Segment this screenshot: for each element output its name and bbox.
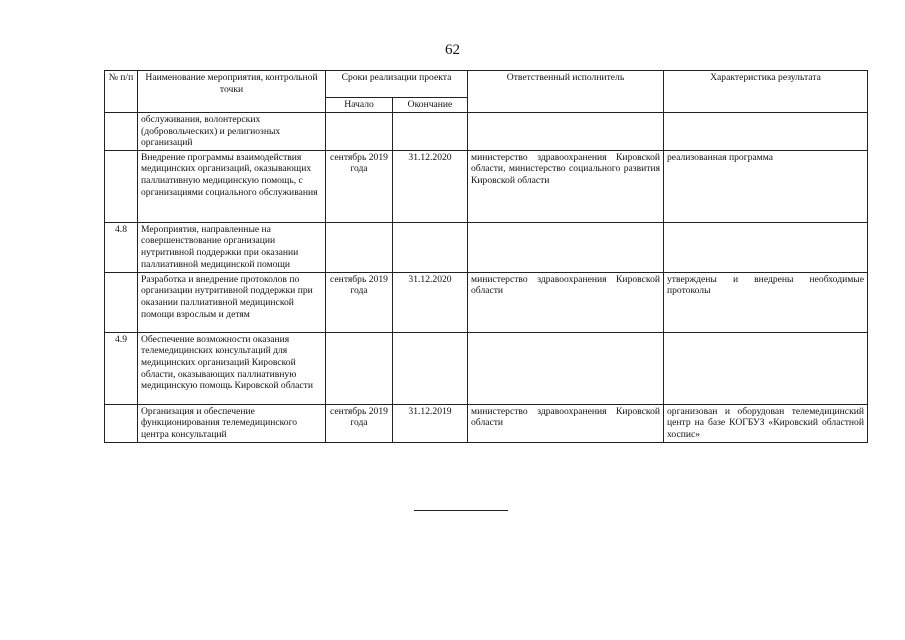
row-start xyxy=(326,332,393,404)
row-end xyxy=(393,113,468,151)
row-end: 31.12.2020 xyxy=(393,150,468,222)
row-responsible xyxy=(468,113,664,151)
row-start: сентябрь 2019 года xyxy=(326,272,393,332)
row-num xyxy=(105,150,138,222)
row-end xyxy=(393,222,468,272)
row-responsible xyxy=(468,332,664,404)
row-name: Мероприятия, направленные на совершенствование организации нутритивной поддержки при оказании паллиативной медицинской помощи xyxy=(138,222,326,272)
table-row xyxy=(105,150,868,222)
row-name: Внедрение программы взаимодействия медицинских организаций, оказывающих паллиативную медицинскую помощь, с организациями социального обслуживания xyxy=(138,150,326,222)
header-name: Наименование мероприятия, контрольной точки xyxy=(138,71,326,113)
row-result xyxy=(664,332,868,404)
table-row xyxy=(105,113,868,151)
page-number: 62 xyxy=(445,42,460,58)
row-end: 31.12.2019 xyxy=(393,404,468,442)
row-end: 31.12.2020 xyxy=(393,272,468,332)
activities-table xyxy=(104,70,868,443)
table-row xyxy=(105,404,868,442)
row-num xyxy=(105,404,138,442)
row-end xyxy=(393,332,468,404)
row-start: сентябрь 2019 года xyxy=(326,404,393,442)
row-start xyxy=(326,113,393,151)
table-row xyxy=(105,222,868,272)
row-responsible: министерство здравоохранения Кировской области, министерство социального развития Кировской области xyxy=(468,150,664,222)
row-result: организован и оборудован телемедицинский центр на базе КОГБУЗ «Кировский областной хоспис» xyxy=(664,404,868,442)
header-num: № п/п xyxy=(105,71,138,113)
row-start: сентябрь 2019 года xyxy=(326,150,393,222)
row-responsible: министерство здравоохранения Кировской области xyxy=(468,404,664,442)
row-result: реализованная программа xyxy=(664,150,868,222)
row-responsible xyxy=(468,222,664,272)
row-num: 4.9 xyxy=(105,332,138,404)
row-name: Организация и обеспечение функционирования телемедицинского центра консультаций xyxy=(138,404,326,442)
table-row xyxy=(105,272,868,332)
header-result: Характеристика результата xyxy=(664,71,868,113)
header-start: Начало xyxy=(326,98,393,113)
header-responsible: Ответственный исполнитель xyxy=(468,71,664,113)
footer-divider-line xyxy=(414,510,508,511)
row-num: 4.8 xyxy=(105,222,138,272)
row-start xyxy=(326,222,393,272)
row-result xyxy=(664,113,868,151)
header-end: Окончание xyxy=(393,98,468,113)
row-num xyxy=(105,272,138,332)
row-num xyxy=(105,113,138,151)
row-result: утверждены и внедрены необходимые протоколы xyxy=(664,272,868,332)
table-row xyxy=(105,332,868,404)
row-responsible: министерство здравоохранения Кировской области xyxy=(468,272,664,332)
row-name: обслуживания, волонтерских (добровольческих) и религиозных организаций xyxy=(138,113,326,151)
row-name: Разработка и внедрение протоколов по организации нутритивной поддержки при оказании паллиативной медицинской помощи взрослым и детям xyxy=(138,272,326,332)
header-terms: Сроки реализации проекта xyxy=(326,71,468,98)
row-name: Обеспечение возможности оказания телемедицинских консультаций для медицинских организаций Кировской области, оказывающих паллиативную медицинскую помощь Кировской области xyxy=(138,332,326,404)
row-result xyxy=(664,222,868,272)
